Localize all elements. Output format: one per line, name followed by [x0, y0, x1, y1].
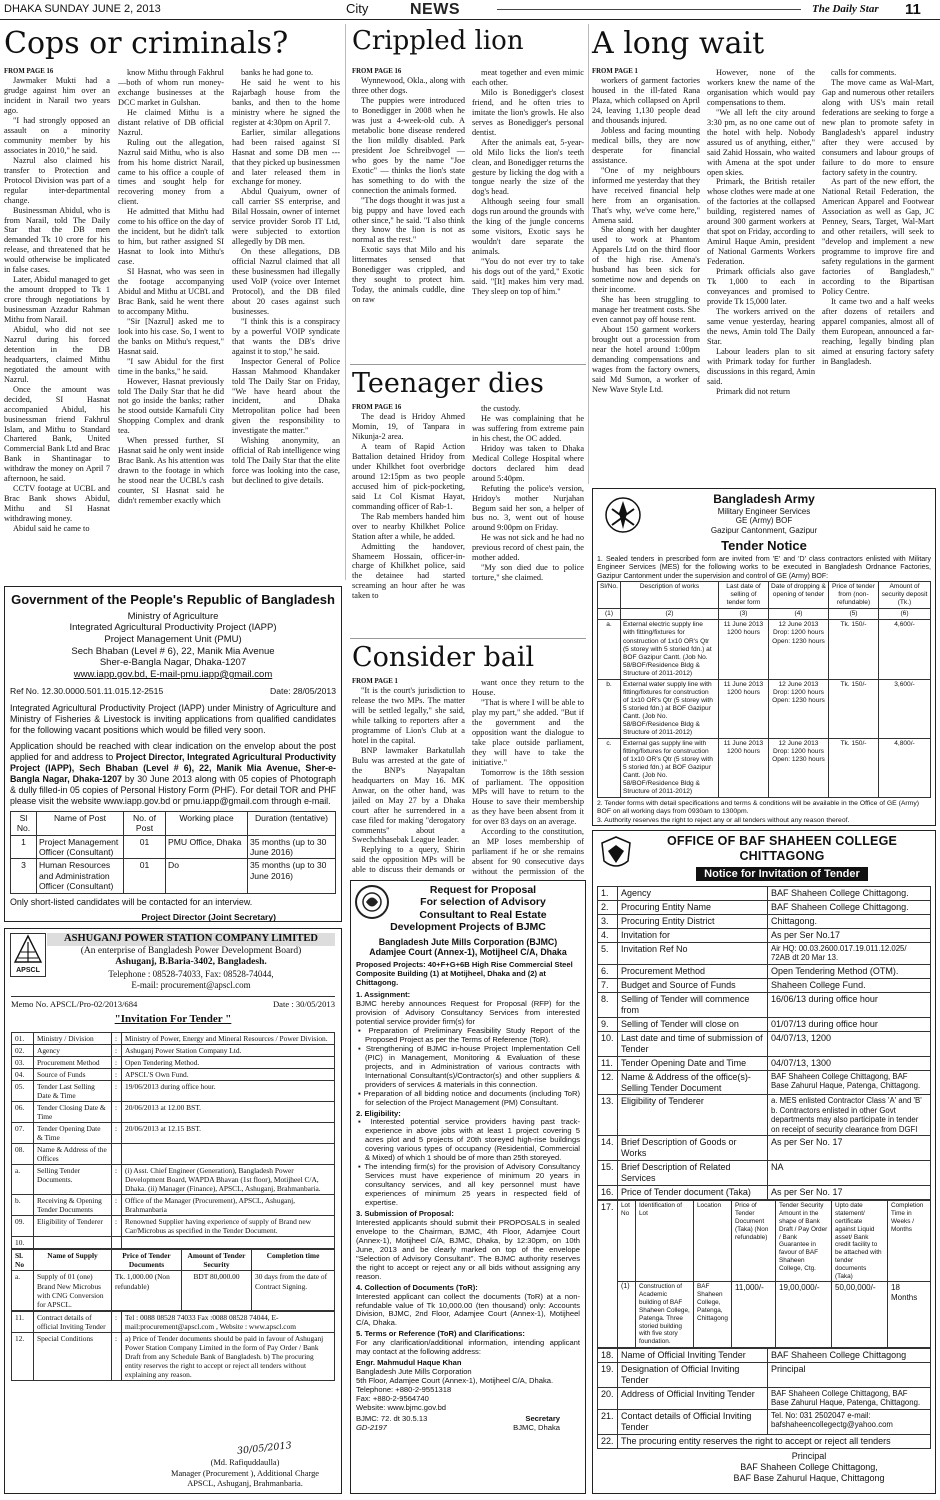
table-row: 1 Project Management Officer (Consultant) 01 PMU Office, Dhaka 35 months (up to 30 June 2016)	[11, 835, 336, 859]
table-row: 02. Agency : Ashuganj Power Station Company Ltd.	[12, 1044, 335, 1056]
paragraph: "It is the court's jurisdiction to release the two MPs. The matter will be settled legally," she said, while talking to reporters after a programme of Lion's Club at a hotel in the capital.	[352, 686, 465, 745]
ad-phone: Telephone : 08528-74033, Fax: 08528-74044,	[108, 968, 274, 979]
ad-title: Government of the People's Republic of Bangladesh	[11, 592, 335, 607]
masthead-section: City	[346, 1, 369, 16]
ad-subtitle: (An enterprise of Bangladesh Power Development Board)	[80, 945, 302, 956]
table-row: 12. Name & Address of the office(s)- Selling Tender Document BAF Shaheen College Chittagong, BAF Base Zahurul Haque, Patenga, Chittagong.	[598, 1070, 931, 1095]
table-header: Sl No.	[11, 811, 37, 835]
article-bail-col1	[352, 678, 465, 876]
table-row: 3 Human Resources and Administration Officer (Consultant) 01 Do 35 months (up to 30 June 2016)	[11, 859, 336, 893]
section-title: 2. Eligibility:	[356, 1108, 401, 1118]
article-wait-col1	[592, 68, 700, 484]
paragraph: "My son died due to police torture," she claimed.	[472, 563, 584, 583]
contact-lines	[356, 1368, 580, 1413]
baf-tender-table	[597, 886, 931, 1200]
paragraph: Ruling out the allegation, Nazrul said Mithu, who is also from his home district Narail, came to his office a couple of times and sought help for recovering money from a client.	[118, 137, 224, 207]
paragraph: Later, Abidul managed to get the amount dropped to Tk 1 crore through negotiations by businessman Azzadur Rahman Mithu from Narail.	[4, 275, 110, 325]
ad-title: Development Projects of BJMC	[390, 921, 546, 934]
table-header: No. of Post	[124, 811, 166, 835]
paragraph: The puppies were introduced to Bonedigger in 2008 when he was just a 4-week-old cub. A metabolic bone disease rendered the lion mildly disabled. Park president Joe Schreibvogel — who goes by the name "Joe Exotic" — thinks the lion's state has something to do with the connection the animals formed.	[352, 96, 465, 195]
ad-subtitle: GE (Army) BOF	[735, 516, 793, 526]
section-divider	[350, 364, 586, 365]
bullet-item: ▪ Preparation of all bidding notice and documents (including ToR) for selection of the Project Management (PM) Consultant.	[358, 1088, 580, 1107]
paragraph: He was complaining that he was suffering from extreme pain in his chest, the OC added.	[472, 413, 584, 443]
ad-web-link[interactable]: www.iapp.gov.bd, E-mail-pmu.iapp@gmail.com	[73, 668, 273, 680]
dateline: FROM PAGE 1	[592, 68, 638, 75]
paragraph: SI Hasnat, who was seen in the footage accompanying Abidul and Mithu at UCBL and Brac Bank, said he went there to accompany Mithu.	[118, 267, 224, 316]
paragraph: Once the amount was decided, SI Hasnat accompanied Abidul, his businessman friend Fakhrul Islam, and Mithu to Standard Chartered Bank, United Commercial Bank Ltd and Brac Bank in Shantinagar to withdraw the money on April 7 afternoon, he said.	[4, 384, 110, 484]
paragraph: He was not sick and he had no previous record of chest pain, the mother added.	[472, 533, 584, 563]
ad-date: Date: 28/05/2013	[270, 686, 336, 697]
paragraph: Website: www.bjmc.gov.bd	[356, 1403, 447, 1412]
paragraph: He said he went to his Rajarbagh house from the banks, and then to the home ministry where he signed the register at 4:30pm on April 7.	[232, 77, 340, 127]
ad-baf-shaheen-college	[592, 830, 936, 1494]
masthead-date: DHAKA SUNDAY JUNE 2, 2013	[4, 3, 161, 15]
table-row: 21. Contact details of Official Inviting Tender Tel. No: 031 2502047 e-mail: bafshaheencollegectg@yahoo.com	[598, 1409, 931, 1434]
ad-intro: Integrated Agricultural Productivity Project (IAPP) under Ministry of Agriculture and Ministry of Fisheries & Livestock is inviting applications from qualified candidates for the following vacant positions which would be filled very soon.	[10, 702, 336, 735]
table-row: 7. Budget and Source of Funds Shaheen College Fund.	[598, 978, 931, 992]
ad-date: Date : 30/05/2013	[272, 998, 335, 1009]
table-header: Working place	[166, 811, 248, 835]
baf-lot-table: 17. Lot No Identification of Lot Location Price of Tender Document (Taka) (Non refundable) Tender Security Amount in the shape of Bank Draft / Pay Order / Bank Guarantee in favour of BAF Shaheen College, Ctg. Upto date statement/ certificate against Liquid asset/ Bank credit facility to be attached with tender documents (Taka) Completion Time in Weeks / Months (1) Construction of Academic building of BAF Shaheen College, Patenga. Three storied building with five story foundation. BAF Shaheen College, Patenga, Chittagong 11,000/- 19,00,000/- 50,00,000/- 18 Months	[597, 1200, 931, 1348]
paragraph: It came two and a half weeks after dozens of retailers and apparel companies, almost all of them European, announced a far-reaching, legally binding plan aimed at ensuring factory safety in Bangladesh.	[822, 296, 934, 366]
ad-body: Application should be reached with clear indication on the envelop about the post applied for and address to Project Director, Integrated Agricultural Productivity Project (IAPP), Sech Bhaban (Level # 6), 22, Manik Mia Avenue, Sher-e-Bangla Nagar, Dhaka-1207 by 30 June 2013 along with 05 copies of Photograph & dully filled-in 05 copies of Personal History Form (PHF). For detail TOR and PHF please visit the website www.iapp.gov.bd or pmu.iapp@gmail.com through e-mail.	[10, 741, 337, 806]
paragraph: Jobless and facing mounting medical bills, they are now desperate for financial assistance.	[592, 125, 700, 165]
ad-title: Consultant to Real Estate	[419, 908, 547, 921]
apscl-logo: APSCL	[10, 933, 46, 977]
ad-proposed: Proposed Projects: 40+F+G+6B High Rise Commercial Steel Composite Building (1) at Motijheel, Dhaka and (2) at Chittagong.	[356, 960, 573, 988]
paragraph: He admitted that Mithu had come to his office on the day of the incident, but he didn't talk to him, but rather assigned SI Hasnat to look into Mithu's case.	[118, 207, 224, 267]
bullet-list	[356, 1118, 580, 1208]
ad-signature-block: Principal BAF Shaheen College Chittagong, BAF Base Zahurul Haque, Chittagong	[733, 1450, 885, 1483]
dateline: FROM PAGE 16	[352, 404, 402, 411]
paragraph: Telephone: +880-2-9551318	[356, 1385, 452, 1395]
table-row: 09. Eligibility of Tenderer : Renowned Supplier having experience of supply of Brand new Car/Microbus as specified in the Tender Document.	[12, 1216, 335, 1237]
contact-name: Engr. Mahmudul Haque Khan	[356, 1358, 462, 1368]
paragraph: Hridoy was taken to Dhaka Medical College Hospital where doctors declared him dead around 5:40pm.	[472, 443, 584, 483]
section-divider	[350, 638, 586, 639]
paragraph: "That is where I will be able to play my part," she added. "But if the government and the opposition want the dialogue to take place outside parliament, they will have to take the initiative."	[472, 697, 584, 767]
paragraph: A team of Rapid Action Battalion detained Hridoy from under Khilkhet foot overbridge around 12:15pm as two people accused him of pick-pocketing, said Lt Col Kismat Hayat, commanding officer of Rab-1.	[352, 442, 465, 511]
table-row: 19. Designation of Official Inviting Tender Principal	[598, 1362, 931, 1387]
bullet-item: ▪ Strengthening of BJMC in-house Project Implementation Cell (PIC) in Management, Monitoring & Evaluation of these projects, and in Administration of various contracts with International Consultant(s)/Contractor(s) and other suppliers & providers of services & materials in this connection.	[358, 1043, 580, 1089]
paragraph: Primark, the British retailer whose clothes were made at one of the factories at the collapsed building, registered names of around 300 garment workers at that spot on Friday, according to Amirul Haque Amin, president of National Garments Workers Federation.	[707, 177, 815, 267]
bullet-item: ▪ Preparation of Preliminary Feasibility Study Report of the Proposed Project as per the Terms of Reference (ToR).	[358, 1025, 580, 1044]
headline-cops-or-criminals: Cops or criminals?	[4, 26, 289, 61]
article-cops-col3	[232, 68, 340, 582]
ad-signature-block: (Md. Rafiquddaulla) Manager (Procurement ), Additional Charge APSCL, Ashuganj, Brahmanbaria.	[171, 1458, 319, 1488]
ad-posts-table	[10, 811, 336, 894]
paragraph: Primark did not return	[716, 386, 790, 396]
table-row: 10. Last date and time of submission of Tender 04/07/13, 1200	[598, 1031, 931, 1056]
article-teen-col2	[472, 404, 584, 636]
table-row: 06. Tender Closing Date & Time : 20/06/2013 at 12.00 BST.	[12, 1101, 335, 1122]
section-title: 5. Terms or Reference (ToR) and Clarifications:	[356, 1329, 525, 1339]
ad-ministry: Ministry of Agriculture	[127, 610, 219, 622]
paragraph: On these allegations, DB official Nazrul claimed that all these businessmen had illegally used VoIP (voice over Internet Protocol), and the DB filed about 20 cases against such businesses.	[232, 247, 340, 316]
paragraph: CCTV footage at UCBL and Brac Bank shows Abidul, Mithu and SI Hasnat withdrawing money.	[4, 484, 110, 524]
ad-ref-number: BJMC: 72. dt 30.5.13	[356, 1413, 428, 1423]
headline-teenager-dies: Teenager dies	[352, 368, 544, 399]
table-row: 20. Address of Official Inviting Tender BAF Shaheen College Chittagong, BAF Base Zahurul Haque, Patenga, Chittagong.	[598, 1387, 931, 1409]
column-text	[472, 68, 584, 297]
table-header: Name of Post	[37, 811, 124, 835]
article-wait-col3	[822, 68, 934, 484]
paragraph: Earlier, similar allegations had been raised against SI Hasnat and some DB men --- that they picked up businessmen and later released them in exchange for money.	[232, 127, 340, 187]
dateline: FROM PAGE 16	[4, 68, 54, 75]
column-text	[352, 76, 465, 305]
baf-contact-table	[597, 1348, 931, 1449]
ad-memo: Memo No. APSCL/Pro-02/2013/684	[11, 998, 138, 1009]
ad-bjmc	[350, 880, 586, 1494]
table-row: 8. Selling of Tender will commence from 16/06/13 during office hour	[598, 992, 931, 1017]
ad-heading: Tender Notice	[721, 537, 807, 553]
column-text	[707, 68, 815, 396]
paragraph: About 150 garment workers brought out a procession from near the hotel around 1:00pm demanding compensations and wages from the factory owners, said Md Sumon, a worker of New Wave Style Ltd.	[592, 324, 700, 394]
ad-title: OFFICE OF BAF SHAHEEN COLLEGE CHITTAGONG	[666, 834, 898, 864]
paragraph: Abidul said he came to	[13, 524, 90, 534]
paragraph: Primark officials also gave Tk 1,000 to each in conveyances and promised to provide Tk 15,000 later.	[707, 267, 815, 306]
ad-intro: 1. Sealed tenders in prescribed form are invited from 'E' and 'D' class contractors enlisted with Military Engineer Services (MES) for the following works to be executed in Bangladesh Ordnance Factories, Gazipur Cantonment under the supervision and control of GE (Army) BOF:	[597, 555, 931, 580]
paragraph: Milo is Bonedigger's closest friend, and he often tries to imitate the lion's growls. He also serves as Bonedigger's personal dentist.	[472, 87, 584, 137]
column-text	[232, 68, 340, 486]
section-title: 1. Assignment:	[356, 990, 411, 1000]
headline-a-long-wait: A long wait	[592, 26, 765, 61]
paragraph: "We all left the city around 3:30 pm, as no one came out of the hotel with help. Nobody assured us of anything, either," said Zahid Hossain, who waited with Amena at the spot under open skies.	[707, 107, 815, 177]
paragraph: Labour leaders plan to sit with Primark today for further discussions in this regard, Amin said.	[707, 346, 815, 386]
paragraph: "One of my neighbours informed me yesterday that they have received financial help here from an organisation. That's why, we've come here," Amena said.	[592, 165, 700, 225]
paragraph: When pressed further, SI Hasnat said he only went inside Brac Bank. As his attention was drawn to the footage in which he stood near the UCBL's cash counter, SI Hasnat said he didn't remember exactly which	[118, 436, 224, 505]
paragraph: "The dogs thought it was just a big puppy and have loved each other since," he said. "I also think they know the lion is not as normal as the rest."	[352, 195, 465, 245]
table-row: 07. Tender Opening Date & Time : 20/06/2013 at 12.15 BST.	[12, 1123, 335, 1144]
ad-title: ASHUGANJ POWER STATION COMPANY LIMITED	[47, 933, 335, 946]
paragraph: Nazrul also claimed his transfer to Protection and Protocol Division was part of a regular inter-departmental change.	[4, 155, 110, 205]
paragraph: calls for comments.	[831, 68, 897, 77]
table-row: b. Receiving & Opening Tender Documents : Office of the Manager (Procurement), APSCL, Ashuganj, Brahmanbaria	[12, 1195, 335, 1216]
paragraph: As part of the new effort, the National Retail Federation, the American Apparel and Footwear Association as well as Gap, JC Penney, Sears, Target, Wal-Mart and other retailers, will seek to "develop and implement a new programme to improve fire and safety regulations in the garment factories of Bangladesh," according to the Bipartisan Policy Centre.	[822, 177, 934, 296]
paragraph: Abdul Quaiyum, owner of call carrier SS enterprise, and Bilal Hossain, owner of internet service provider Sorob IT Ltd, were subjected to extortion allegedly by DB men.	[232, 187, 340, 247]
paragraph: Abidul, who did not see Nazrul during his forced detention in the DB headquarters, claimed Mithu negotiated the amount with Nazrul.	[4, 324, 110, 384]
ad-iapp	[4, 586, 342, 922]
table-row: 1. Agency BAF Shaheen College Chittagong.	[598, 886, 931, 900]
table-row: 04. Source of Funds : APSCL'S Own Fund.	[12, 1068, 335, 1080]
article-teen-col1	[352, 404, 465, 636]
column-text	[822, 68, 934, 367]
table-row: c. External gas supply line with fitting/fixtures for construction of 1x10 OR's Qtr (5 storey with 5 storied fdn.) at BOF Gazipur Cantt. (Job No. 58/BOF/Residence Bldg & Structure of 2011-2012) 11 June 2013 1200 hours 12 June 2013 Drop: 1200 hours Open: 1230 hours Tk. 150/- 4,800/-	[598, 738, 931, 797]
paragraph: the custody.	[481, 404, 521, 413]
table-row: 2. Procuring Entity Name BAF Shaheen College Chittagong.	[598, 900, 931, 914]
ad-org: Bangladesh Jute Mills Corporation (BJMC)	[378, 936, 558, 947]
article-wait-col2	[707, 68, 815, 484]
paragraph: However, none of the workers knew the name of the organisation which would pay compensations to them.	[707, 68, 815, 107]
ad-note: 2. Tender forms with detail specifications and terms & conditions will be available in the Office of GE (Army) BOF on all working days from 0930am to 1300pm.	[597, 800, 919, 816]
paragraph: She along with her daughter used to work at Phantom Apparels Ltd on the third floor of the high rise. Amena's husband has been sick for sometime now and depends on their income.	[592, 225, 700, 295]
column-rule	[588, 24, 589, 484]
column-text	[352, 686, 465, 876]
table-row: (1) Construction of Academic building of BAF Shaheen College, Patenga. Three storied building with five story foundation. BAF Shaheen College, Patenga, Chittagong 11,000/- 19,00,000/- 50,00,000/- 18 Months	[598, 1282, 931, 1348]
column-rule	[345, 24, 346, 580]
ad-unit: Project Management Unit (PMU)	[104, 634, 242, 646]
table-row: 5. Invitation Ref No Air HQ: 00.03.2600.017.19.011.12.025/ 72AB dt 20 Mar 13.	[598, 942, 931, 964]
article-cops-col1	[4, 68, 110, 582]
ad-code: GD-2197	[356, 1422, 387, 1432]
ad-ref-number: Ref No. 12.30.0000.501.11.015.12-2515	[10, 686, 164, 697]
ad-signatory-title: Project Director (Joint Secretary)	[141, 911, 276, 922]
table-row: 12. Special Conditions : a) Price of Tender documents should be paid in favour of Ashuganj Power Station Company Limited in the form of Pay Order / Bank Draft from any Schedule Bank of Bangladesh. b) The procuring entity reserves the right to accept or reject all tenders without explaining any reason.	[12, 1332, 335, 1380]
paragraph: workers of garment factories housed in the ill-fated Rana Plaza, which collapsed on April 24, leaving 1,130 people dead and thousands injured.	[592, 76, 700, 125]
masthead-rule	[497, 9, 801, 10]
paragraph: Exotic says that Milo and his littermates sensed that Bonedigger was crippled, and they sought to protect him. Today, the animals cuddle, dine on raw	[352, 245, 465, 305]
apscl-supply-table: Sl. No Name of Supply Price of Tender Documents Amount of Tender Security Completion time a. Supply of 01 (one) Brand New Microbus with CNG Conversion for APSCL. Tk. 1,000.00 (Non refundable) BDT 80,000.00 30 days from the date of Contract Signing.	[11, 1249, 335, 1310]
ad-title: For selection of Advisory	[420, 896, 546, 909]
paragraph: The dead is Hridoy Ahmed Momin, 19, of Tanpara in Nikunja-2 area.	[352, 412, 465, 442]
paragraph: "I think this is a conspiracy by a powerful VOIP syndicate that wants the DB's drive against it to stop," he said.	[232, 316, 340, 356]
paragraph: Although seeing four small dogs run around the grounds with the king of the jungle concerns some visitors, Exotic says he wouldn't dare separate the animals.	[472, 197, 584, 257]
ad-address: Sher-e-Bangla Nagar, Dhaka-1207	[99, 657, 247, 669]
masthead-brand-logo: The Daily Star	[812, 3, 879, 15]
article-bail-col2	[472, 678, 584, 876]
article-lion-col2	[472, 68, 584, 360]
paragraph: banks he had gone to.	[241, 68, 314, 77]
table-row: 15. Brief Description of Related Services NA	[598, 1161, 931, 1186]
paragraph: Admitting the handover, Shameem Hossain, officer-in-charge of Khilkhet police, said the detainee had started screaming an hour after he was taken to	[352, 541, 465, 601]
column-text	[472, 678, 584, 876]
table-row: 11. Tender Opening Date and Time 04/07/13, 1300	[598, 1056, 931, 1070]
ad-note: 3. Authority reserves the right to reject any or all tenders without any reason thereof.	[597, 816, 850, 824]
table-row: a. External electric supply line with fitting/fixtures for construction of 1x10 OR's Qtr (5 storey with 5 storied fdn.) at BOF Gazipur Cantt. (Job No. 58/BOF/Residence Bldg & Structure of 2011-2012) 11 June 2013 1200 hours 12 June 2013 Drop: 1200 hours Open: 1230 hours Tk. 150/- 4,600/-	[598, 620, 931, 679]
headline-crippled-lion: Crippled lion	[352, 26, 524, 56]
paragraph: 5th Floor, Adamjee Court (Annex-1), Motijheel C/A, Dhaka.	[356, 1376, 554, 1386]
bullet-list	[356, 1027, 580, 1108]
paragraph: "I saw Abidul for the first time in the banks," he said.	[118, 356, 224, 376]
table-header: Duration (tentative)	[248, 811, 336, 835]
masthead-news-label: NEWS	[410, 1, 460, 18]
ad-signatory-title: Secretary	[525, 1413, 560, 1423]
table-row: 05. Tender Last Selling Date & Time : 19/06/2013 during office hour.	[12, 1080, 335, 1101]
table-row: a. Supply of 01 (one) Brand New Microbus with CNG Conversion for APSCL. Tk. 1,000.00 (Non refundable) BDT 80,000.00 30 days from the date of Contract Signing.	[12, 1271, 335, 1310]
ad-project: Integrated Agricultural Productivity Project (IAPP)	[69, 622, 277, 634]
ad-signatory-org: BJMC, Dhaka	[513, 1422, 560, 1432]
paragraph: She has been struggling to manage her treatment costs. She even cannot pay off house rent.	[592, 295, 700, 325]
column-text	[352, 412, 465, 601]
headline-consider-bail: Consider bail	[352, 642, 535, 673]
ad-org-address: Adamjee Court (Annex-1), Motijheel C/A, Dhaka	[369, 946, 567, 957]
table-row: 4. Invitation for As per Ser No.17	[598, 928, 931, 942]
column-text	[472, 404, 584, 583]
dateline: FROM PAGE 16	[352, 68, 402, 75]
paragraph: Inspector General of Police Hassan Mahmood Khandaker told The Daily Star on Friday, "We have heard about the incident, and Dhaka Metropolitan police had been given the responsibility to investigate the matter."	[232, 356, 340, 436]
army-tender-table: Sl/No. Description of works Last date of selling of tender form Date of dropping & opening of tender Price of tender from (non-refundable) Amount of security deposit (Tk.) (1) (2) (3) (4) (5) (6) a. External electric supply line with fitting/fixtures for construction of 1x10 OR's Qtr (5 storey with 5 storied fdn.) at BOF Gazipur Cantt. (Job No. 58/BOF/Residence Bldg & Structure of 2011-2012) 11 June 2013 1200 hours 12 June 2013 Drop: 1200 hours Open: 1230 hours Tk. 150/- 4,600/- b. External water supply line with fitting/fixtures for construction of 1x10 OR's Qtr (5 storey with 5 storied fdn.) at BOF Gazipur Cantt. (Job No. 58/BOF/Residence Bldg & Structure of 2011-2012) 11 June 2013 1200 hours 12 June 2013 Drop: 1200 hours Open: 1230 hours Tk. 150/- 3,600/- c. External gas supply line with fitting/fixtures for construction of 1x10 OR's Qtr (5 storey with 5 storied fdn.) at BOF Gazipur Cantt. (Job No. 58/BOF/Residence Bldg & Structure of 2011-2012) 11 June 2013 1200 hours 12 June 2013 Drop: 1200 hours Open: 1230 hours Tk. 150/- 4,800/-	[597, 581, 931, 798]
table-row: 08. Name & Address of the Offices	[12, 1144, 335, 1165]
page-number: 11	[905, 1, 921, 18]
paragraph: BNP lawmaker Barkatullah Bulu was arrested at the gate of the BNP's Nayapaltan headquarters on May 16. MK Anwar, on the other hand, was jailed on May 27 by a Dhaka court after he surrendered in a case filed for making "derogatory comments" about a Swechchhasebak League leader.	[352, 745, 465, 845]
handwritten-signature: 30/05/2013	[236, 1440, 293, 1458]
table-row: a. Selling Tender Documents. : (i) Asst. Chief Engineer (Generation), Bangladesh Power Development Board, WAPDA Bhavan (1st floor), Motijheel C/A, Dhaka. (ii) Manager (Finance), APSCL, Ashuganj, Brahmanbaria.	[12, 1165, 335, 1195]
section-title: 4. Collection of Documents (ToR):	[356, 1282, 478, 1292]
ad-subtitle: Gazipur Cantonment, Gazipur	[710, 526, 818, 536]
section-body: Interested applicant can collect the documents (ToR) at a non-refundable value of Tk 10,000.00 (ten thousand) only: Accounts Division, BJMC, 2nd Floor, Adamjee Court (Annex-1), Motijheel C/A, Dhaka.	[356, 1291, 580, 1328]
section-title: 3. Submission of Proposal:	[356, 1208, 454, 1218]
ad-apscl	[4, 928, 342, 1494]
bjmc-logo	[355, 885, 389, 919]
paragraph: Fax: +880-2-9564740	[356, 1394, 429, 1404]
table-row: 11. Contract details of official Inviting Tender : Tel : 0088 08528 74033 Fax :0088 08528 74044, E-mail:procurement@apscl.com , Website : www.apscl.com	[12, 1311, 335, 1332]
paragraph: Wynnewood, Okla., along with three other dogs.	[352, 76, 465, 96]
article-lion-col1	[352, 68, 465, 360]
ad-footer-note: Only short-listed candidates will be contacted for an interview.	[10, 896, 253, 907]
ad-email: E-mail: procurement@apscl.com	[131, 979, 251, 990]
table-row: 22. The procuring entity reserves the right to accept or reject all tenders	[598, 1434, 931, 1448]
ad-heading: "Invitation For Tender "	[114, 1013, 232, 1026]
paragraph: "Sir [Nazrul] asked me to look into his case. So, I went to the banks on Mithu's request," Hasnat said.	[118, 316, 224, 356]
column-text	[118, 68, 224, 506]
ad-title: Request for Proposal	[429, 884, 537, 896]
paragraph: Bangladesh Jute Mills Corporation	[356, 1367, 472, 1377]
table-row: 01. Ministry / Division : Ministry of Power, Energy and Mineral Resources / Power Division.	[12, 1032, 335, 1044]
paragraph: Tomorrow is the 18th session of parliament. The opposition MPs will have to return to the House to save their membership as they have been absent from it for over 83 days on an average.	[472, 767, 584, 827]
bullet-item: ▪ The intending firm(s) for the provision of Advisory Consultancy Services must have experience of minimum 20 years in consultancy services, and all key personnel must have experiences of minimum 25 years in respected field of expertise.	[358, 1162, 580, 1208]
article-cops-col2	[118, 68, 224, 582]
table-row: 03. Procurement Method : Open Tendering Method.	[12, 1056, 335, 1068]
paragraph: Jawmaker Mukti had a grudge against him over an incident in Narail two years ago.	[4, 76, 110, 116]
table-row: 14. Brief Description of Goods or Works As per Ser No. 17	[598, 1136, 931, 1161]
dateline: FROM PAGE 1	[352, 678, 398, 685]
paragraph: want once they return to the House.	[472, 678, 584, 697]
apscl-tender-table	[11, 1032, 335, 1250]
bullet-item: ▪ Interested potential service providers having past track-experience in above jobs with at least 1 project covering 5 acres plot and 5 projects of 20th storeyed high-rise buildings covering various types of occupancy (Residential, Commercial & Mixed) of which 1 should be of more than 25th storeyed.	[358, 1117, 580, 1163]
ad-address: Ashuganj, B.Baria-3402, Bangladesh.	[115, 957, 267, 968]
ad-title: Bangladesh Army	[713, 492, 815, 506]
table-row: 16. Price of Tender document (Taka) As per Ser No. 17	[598, 1186, 931, 1200]
paragraph: Wishing anonymity, an official of Rab intelligence wing told The Daily Star that the elite force was looking into the case, but declined to give details.	[232, 436, 340, 486]
paragraph: Businessman Abidul, who is from Narail, told The Daily Star that the DB men demanded Tk 10 crore for his release, and threatened that he would otherwise be implicated in false cases.	[4, 205, 110, 275]
table-row: 9. Selling of Tender will close on 01/07/13 during office hour	[598, 1017, 931, 1031]
paragraph: meat together and even mimic each other.	[472, 68, 584, 87]
section-body: BJMC hereby announces Request for Proposal (RFP) for the provision of Advisory Consultancy Services from interested potential service provider firm(s) for	[356, 999, 580, 1026]
paragraph: Refuting the police's version, Hridoy's mother Nurjahan Begum said her son, a helper of bus no. 3, went out of house around 9:00pm on Friday.	[472, 483, 584, 533]
paragraph: According to the constitution, an MP loses membership of parliament if he or she remains absent for 90 consecutive days without the permission of the	[472, 827, 584, 876]
paragraph: know Mithu through Fakhrul—both of whom run money-exchange businesses at the DCC market in Gulshan.	[118, 68, 224, 107]
section-body: For any clarification/additional information, intending applicant may contact at the following address:	[356, 1338, 580, 1357]
table-row: 6. Procurement Method Open Tendering Method (OTM).	[598, 964, 931, 978]
table-row: 18. Name of Official Inviting Tender BAF Shaheen College Chittagong	[598, 1348, 931, 1362]
paragraph: Replying to a query, Shirin said the opposition MPs will be able to discuss their demands or	[352, 845, 465, 875]
army-crest-icon	[603, 495, 643, 535]
apscl-contact-table	[11, 1311, 335, 1381]
ad-bangladesh-army	[592, 488, 936, 826]
paragraph: The move came as Wal-Mart, Gap and numerous other retailers along with US's main retail federations are seeking to forge a new plan to promote safety in Bangladesh's apparel industry after they were accused by consumers and labour groups of failure to do more to ensure factory safety in the country.	[822, 77, 934, 177]
paragraph: However, Hasnat previously told The Daily Star that he did not go inside the banks; rather he stood outside Karnafuli City Shopping Complex and drank tea.	[118, 376, 224, 436]
paragraph: "I had strongly opposed an assault on a minority community member by his associates in 2010," he said.	[4, 115, 110, 155]
paragraph: The Rab members handed him over to nearby Khilkhet Police Station after a while, he added.	[352, 511, 465, 541]
ad-address: Sech Bhaban (Level # 6), 22, Manik Mia Avenue	[71, 645, 275, 657]
ad-heading: Notice for Invitation of Tender	[633, 868, 931, 881]
column-text	[4, 76, 110, 534]
baf-crest-icon	[599, 835, 633, 873]
table-row: 3. Procuring Entity District Chittagong.	[598, 914, 931, 928]
section-body: Interested applicants should submit their PROPOSALS in sealed envelope to the Chairman, BJMC, 4th Floor, Adamjee Court (Annex-1), Motijheel C/A, BJMC, Dhaka, by 12:30pm, on 10th June, 2013 and be clearly marked on top of the envelope "Selection of Advisory Consultant". The BJMC authority reserves the right to accept or reject any or all bids without assigning any reason.	[356, 1217, 580, 1281]
ad-subtitle: Military Engineer Services	[717, 506, 811, 516]
paragraph: He claimed Mithu is a distant relative of DB official Nazrul.	[118, 107, 224, 137]
table-row: 13. Eligibility of Tenderer a. MES enlisted Contractor Class 'A' and 'B' b. Contractors enlisted in other Govt departments may also participate in tender on receipt of security clearance from DGFI	[598, 1095, 931, 1136]
paragraph: "You do not ever try to take his dogs out of the yard," Exotic said. "[It] makes him very mad. They sleep on top of him."	[472, 257, 584, 296]
paragraph: The workers arrived on the same venue yesterday, hearing the news, Amin told The Daily Star.	[707, 306, 815, 346]
table-row: 10.	[12, 1237, 335, 1249]
paragraph: After the animals eat, 5-year-old Milo licks the lion's teeth clean, and Bonedigger returns the gesture by licking the dog with a tongue nearly the size of the dog's head.	[472, 137, 584, 197]
table-row: b. External water supply line with fitting/fixtures for construction of 1x10 OR's Qtr (5 storey with 5 storied fdn.) at BOF Gazipur Cantt. (Job No. 58/BOF/Residence Bldg & Structure of 2011-2012) 11 June 2013 1200 hours 12 June 2013 Drop: 1200 hours Open: 1230 hours Tk. 150/- 3,600/-	[598, 679, 931, 738]
column-text	[592, 76, 700, 395]
